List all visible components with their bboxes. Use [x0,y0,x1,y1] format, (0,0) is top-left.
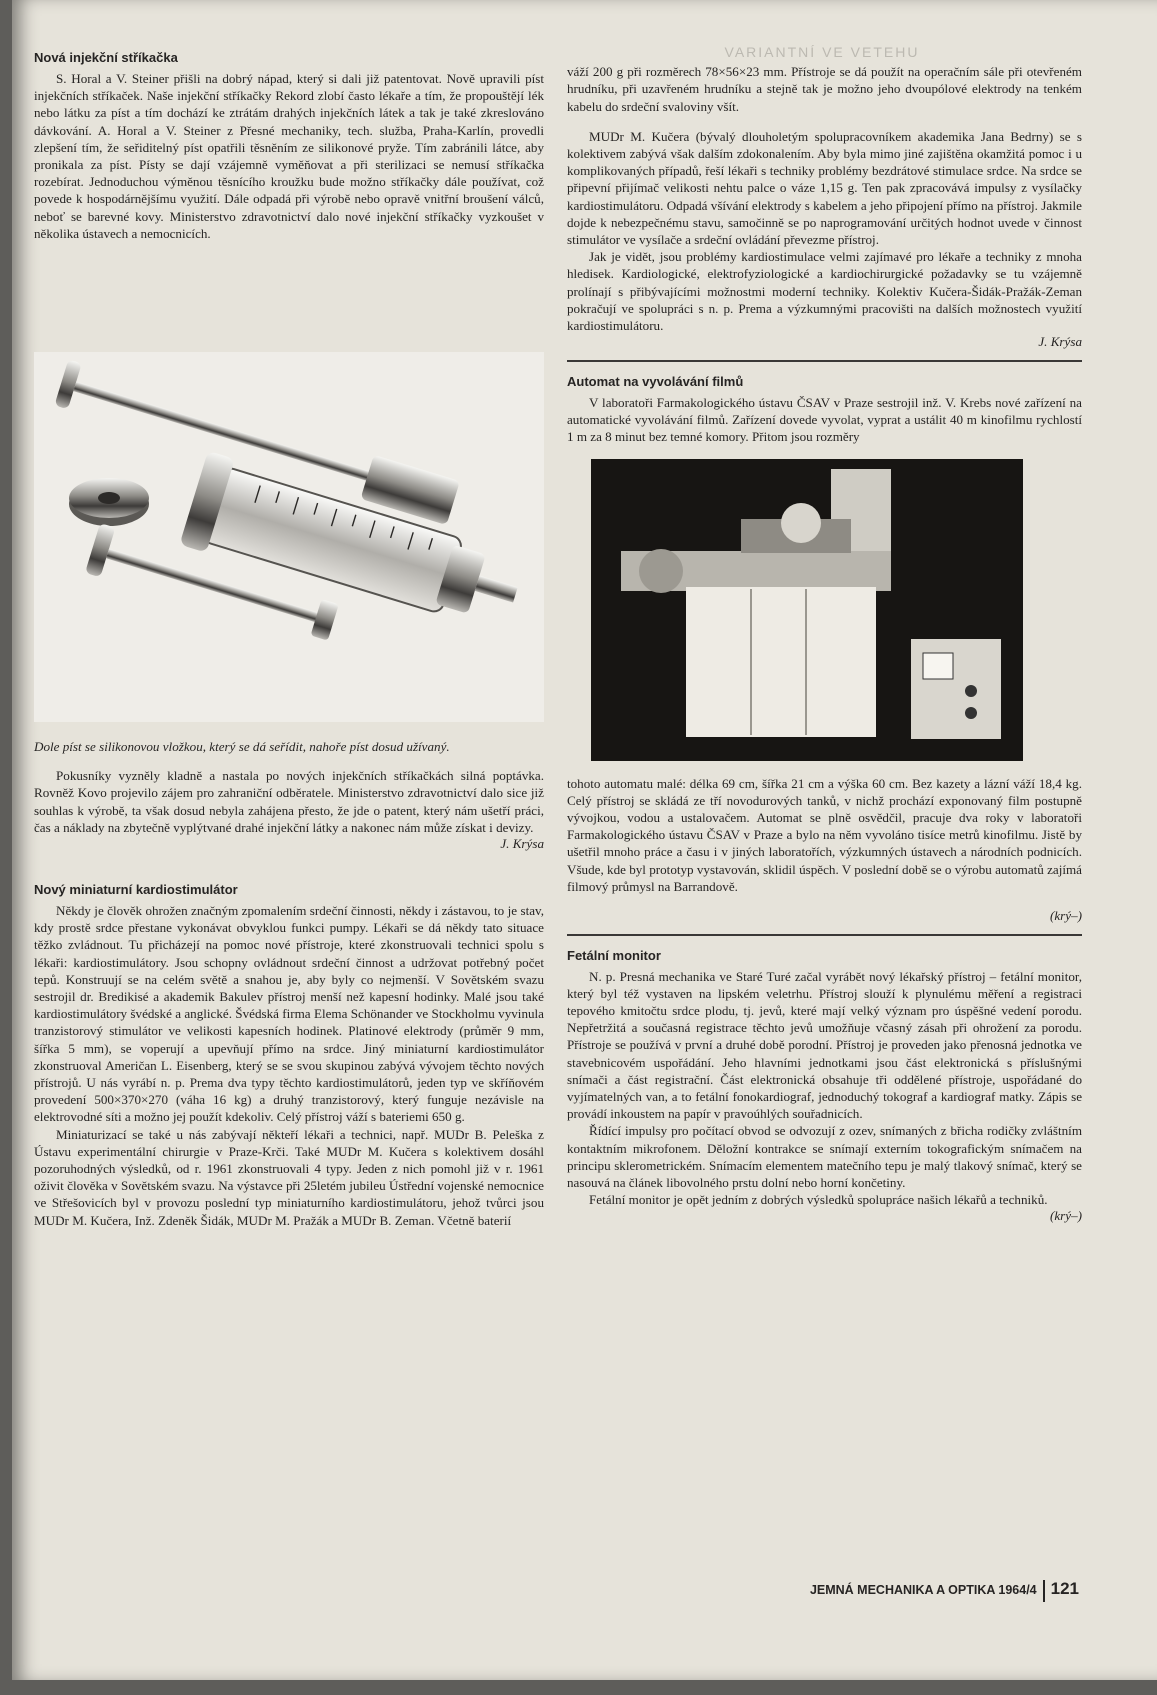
right-column [567,50,1082,1224]
paragraph: tohoto automatu malé: délka 69 cm, šířka 21 cm a výška 60 cm. Bez kazety a lázní váží 18,4 kg. Celý přístroj se skládá ze tří novodurových tanků, v nichž prochází exponovaný film postupně vývojkou, vodou a ustalovačem. Automat se plně osvědčil, pracuje dva roky v laboratoři Farmakologického ústavu ČSAV v Praze a bylo na něm vyvoláno tisíce metrů kinofilmu. Jistě by ušetřil mnoho práce a času i v jiných laboratořích, výzkumných ústavech a národních podnicích. Všude, kde byl prototyp vystavován, sklidil úspěch. V poslední době se o výrobu automatů zajímá filmový průmysl na Barrandově. [567,775,1082,894]
photo-caption: Dole píst se silikonovou vložkou, který se dá seřídit, nahoře píst dosud užívaný. [34,739,450,754]
divider [567,360,1082,362]
page-footer [810,1579,1079,1602]
signature: J. Krýsa [500,836,544,852]
paragraph: N. p. Presná mechanika ve Staré Turé začal vyrábět nový lékařský přístroj – fetální monitor, který byl též vystaven na lipském veletrhu. Přístroj slouží k plynulému měření a registraci tepového kmitočtu srdce plodu, tj. jevů, které mají velký význam pro úspěšné vedení porodu. Nepřetržitá a současná registrace těchto jevů umožňuje včasný zásah při ohrožení za porodu. Přístroje se používá v první a druhé době porodní. Přístroj je proveden jako přenosná jednotka ve stavebnicovém uspořádání. Jeho hlavními jednotkami jsou část elektronická s příslušnými snímači a část registrační. Část elektronická obsahuje tři oddělené přístroje, uspořádané do vyjímatelných van, a to fetální fonokardiograf, jednoduchý tokograf a kardiograf matky. Zápis se provádí inkoustem na papír v pravoúhlých souřadnicích. [567,968,1082,1122]
paragraph: V laboratoři Farmakologického ústavu ČSAV v Praze sestrojil inž. V. Krebs nové zařízení na automatické vyvolávání filmů. Zařízení dovede vyvolat, vyprat a ustálit 40 m kinofilmu rychlostí 1 m za 8 minut bez temné komory. Přitom jsou rozměry [567,394,1082,445]
journal-page [12,0,1157,1680]
paragraph: Řídící impulsy pro počítací obvod se odvozují z ozev, snímaných z břicha rodičky zvláštním kontaktním mikrofonem. Děložní kontrakce se snímají externím tokografickým snímačem na principu sklerometrickém. Snímacím elementem matečního tepu je malý tlakový snímač, který se nasouvá na článek libovolného prstu dolní nebo horní končetiny. [567,1123,1082,1191]
article-heading: Automat na vyvolávání filmů [567,373,744,389]
paragraph: Někdy je člověk ohrožen značným zpomalením srdeční činnosti, někdy i zástavou, to je stav, kdy prostě srdce přestane vykonávat obvyklou funkci pumpy. Lékaři se dá někdy tato situace těžko zvládnout. Tu přicházejí na pomoc nové přístroje, které zkonstruovali technici spolu s lékaři: kardiostimulátory. Jsou schopny ovládnout srdeční činnost a udržovat potřebný počet tepů. Konstruují se na celém světě a snahou je, aby byly co nejmenší. V Sovětském svazu sestrojil dr. Bredikisé a akademik Bakulev přístroj menší než kapesní hodinky. Malé jsou také kardiostimulátory švédské a anglické. Švédská firma Elema Schönander ve Stockholmu vyvinula tranzistorový stimulátor ve velikosti kapesních hodinek. Platinové elektrody (průměr 9 mm, šířka 5 mm), se voperují a upevňují přímo na srdce. Jiný miniaturní kardiostimulátor zkonstruoval Američan L. Eisenberg, který se se svou skupinou zabývá vývojem těchto nových přístrojů. U nás vyrábí n. p. Prema dva typy těchto kardiostimulátorů, jeden typ ve skříňovém provedení 500×370×270 (váha 16 kg) a druhý tranzistorový, který funguje nezávisle na elektrovodné síti a možno jej použít kdekoliv. Celý přístroj váží s bateriemi 650 g. [34,903,544,1125]
paragraph: Pokusníky vyzněly kladně a nastala po nových injekčních stříkačkách silná poptávka. Rovněž Kovo projevilo zájem pro zahraniční odběratele. Ministerstvo zdravotnictví dalo sice již souhlas k výrobě, ta však dosud nebyla zahájena přesto, že jde o patent, který nám ušetří práci, čas a nákladу na zbytečně vyplýtvané drahé injekční látky a nakonec nám může získat i devizy. [34,768,544,835]
journal-name: JEMNÁ MECHANIKA A OPTIKA 1964/4 [809,1583,1037,1598]
paragraph: S. Horal a V. Steiner přišli na dobrý nápad, který si dali již patentovat. Nově upravili píst injekčních stříkaček. Naše injekční stříkačky Rekord zlobí často lékaře a tím, že propouštějí lék nebo látku za píst a tím dochází ke ztrátám drahých injekčních látek a tak je také zkreslováno dávkování. A. Horal a V. Steiner z Přesné mechaniky, tech. služba, Praha-Karlín, provedli zlepšení tím, že seřiditelný píst opatřili těsněním ze silikonové pryže. Tím zabránili látce, aby pronikala za píst. Písty se dají vzájemně vyměňovat a při sterilizaci se nemusí stříkačka rozebírat. Jednoduchou výměnou těsnícího kroužku bude možno stříkačky dále používat, což povede k hospodárnějšímu využití. Dále odpadá při výrobě nebo opravě vnitřní broušení válců, neboť se barevné kovy. Ministerstvo zdravotnictví dalo nové injekční stříkačky vyzkoušet v několika ústavech a nemocnicích. [34,71,544,241]
syringe-image [34,352,544,722]
faint-header: VARIANTNÍ VE VETEHU [724,44,920,60]
article-body [34,70,544,242]
divider [567,934,1082,936]
signature: (krý–) [1050,1208,1082,1224]
footer-divider [1043,1580,1045,1602]
article-heading: Nový miniaturní kardiostimulátor [34,882,238,898]
paragraph: Fetální monitor je opět jedním z dobrých výsledků spolupráce našich lékařů a techniků. [589,1192,1048,1208]
film-processor-image [591,459,1023,761]
article-body [567,775,1082,895]
article-heading: Fetální monitor [567,947,661,963]
signature: J. Krýsa [1038,334,1082,350]
article-body [34,767,544,836]
article-body [567,63,1082,334]
article-body [567,968,1082,1209]
paragraph: váží 200 g při rozměrech 78×56×23 mm. Přístroje se dá použít na operačním sále při otevřeném hrudníku, při uzavřeném hrudníku a stejně tak je možno jeho dvoupólové elektrody na tenkém kabelu do srdeční svaloviny všít. [567,64,1082,114]
paragraph: Jak je vidět, jsou problémy kardiostimulace velmi zajímavé pro lékaře a techniky z mnoha hledisek. Kardiologické, elektrofyziologické a kardiochirurgické požadavky se tu vzájemně prolínají s přibývajícími možnostmi moderní techniky. Kolektiv Kučera-Šidák-Pražák-Zeman pokračují ve spolupráci s n. p. Prema a výzkumnými pracovišti na dalších možnostech využití kardiostimulátoru. [567,249,1082,334]
left-column [34,50,544,1228]
paragraph: Miniaturizací se také u nás zabývají někteří lékaři a technici, např. MUDr B. Peleška z Ústavu experimentální chirurgie v Praze-Krči. Také MUDr M. Kučera s kolektivem dosáhl pozoruhodných výsledků, od r. 1961 zkonstruovali 4 typy. Jeden z nich pomohl již v r. 1961 oživit člověka v Sovětském svazu. Na výstavce při 25letém jubileu Ústřední vojenské nemocnice ve Střešovicích byl v provozu poslední typ miniaturního kardiostimulátoru, jehož tvůrci jsou MUDr M. Kučera, Inž. Zdeněk Šidák, MUDr M. Pražák a MUDr B. Zeman. Včetně baterií [34,1126,544,1228]
film-processor-photo [591,459,1023,761]
page-number: 121 [1050,1579,1079,1599]
article-heading: Nová injekční stříkačka [34,50,178,65]
article-body [567,394,1082,446]
syringe-photo [34,352,544,722]
article-body [34,902,544,1229]
signature: (krý–) [1050,908,1082,924]
paragraph: MUDr M. Kučera (bývalý dlouholetým spolupracovníkem akademika Jana Bedrny) se s kolektivem zabývá však dalším zdokonalením. Aby byla mimo jiné zajištěna okamžitá pomoc i u komplikovaných případů, řeší lékaři s techniky problémy bezdrátové stimulace srdce. Na srdce se připevní přijímač velikosti nehtu palce o váze 1,15 g. Ten pak zpracovává impulsy z vysílačky kardiostimulátoru. Odpadá všívání elektrody s kabelem a jeho připojení přímo na přístroj. Jakmile dojde k nebezpečnému stavu, samočinně se po naprogramování určitých hodnot uvede v činnost stimulátor ve vysílače a srdeční ovládání převezme přístroj. [567,128,1082,248]
